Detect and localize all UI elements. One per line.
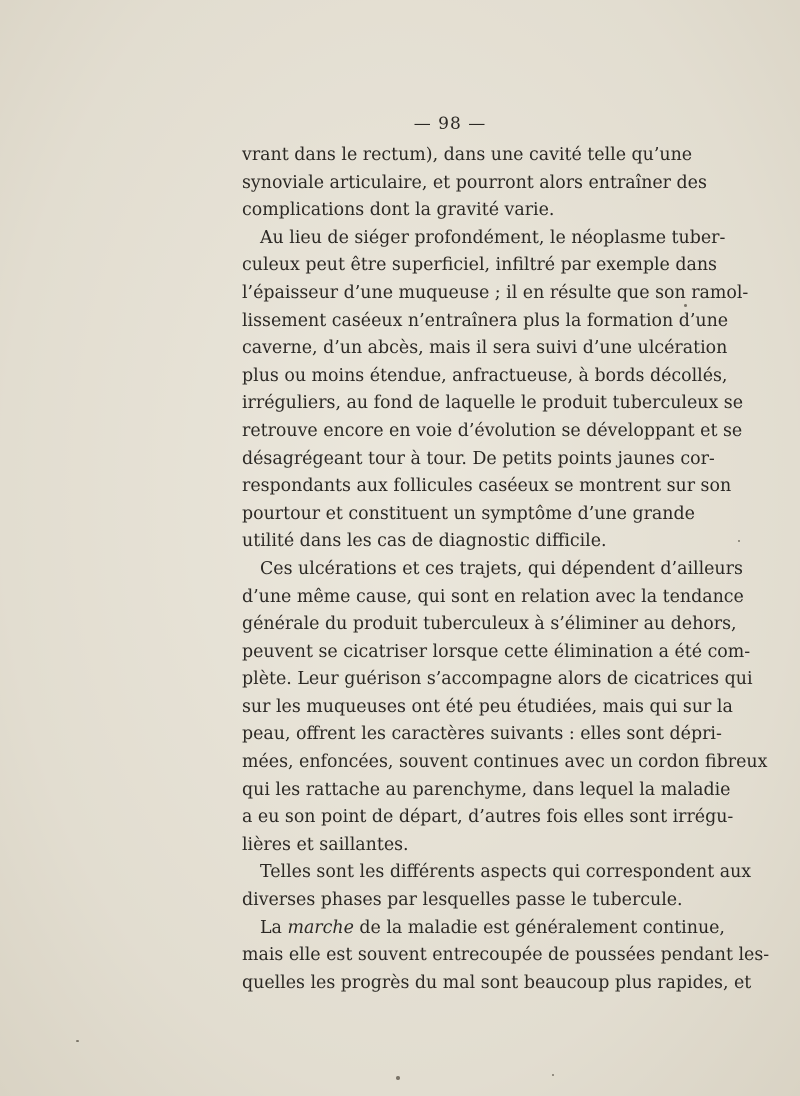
text-line: d’une même cause, qui sont en relation avec la tendance — [242, 586, 744, 607]
text-line: pourtour et constituent un symptôme d’une grande — [242, 503, 695, 524]
text-line: mais elle est souvent entrecoupée de poussées pendant les- — [242, 945, 770, 966]
emphasized-word: marche — [287, 917, 354, 938]
text-line: utilité dans les cas de diagnostic difficile. — [242, 531, 607, 552]
paper-speck — [76, 1040, 79, 1042]
text-line: diverses phases par lesquelles passe le tubercule. — [242, 890, 683, 911]
text-line: complications dont la gravité varie. — [242, 200, 555, 221]
text-line: quelles les progrès du mal sont beaucoup plus rapides, et — [242, 972, 752, 993]
paper-speck — [552, 1074, 554, 1076]
text-line: irréguliers, au fond de laquelle le produit tuberculeux se — [242, 393, 744, 414]
text-fragment: de la maladie est généralement continue, — [353, 917, 725, 938]
text-line: Telles sont les différents aspects qui correspondent aux — [260, 862, 752, 883]
paper-speck — [738, 540, 740, 542]
text-line: Ces ulcérations et ces trajets, qui dépendent d’ailleurs — [260, 558, 743, 579]
text-line: générale du produit tuberculeux à s’éliminer au dehors, — [242, 614, 737, 635]
text-line: Au lieu de siéger profondément, le néoplasme tuber- — [260, 227, 726, 248]
text-line: respondants aux follicules caséeux se montrent sur son — [242, 476, 732, 497]
text-line: peau, offrent les caractères suivants : elles sont dépri- — [242, 724, 722, 745]
body-text — [242, 142, 770, 997]
text-line: retrouve encore en voie d’évolution se développant et se — [242, 420, 743, 441]
text-fragment: La — [260, 917, 288, 938]
text-line: peuvent se cicatriser lorsque cette élimination a été com- — [242, 641, 751, 662]
text-line: synoviale articulaire, et pourront alors entraîner des — [242, 172, 707, 193]
paper-speck — [396, 1076, 400, 1080]
page-number: — 98 — — [413, 114, 487, 134]
text-line: l’épaisseur d’une muqueuse ; il en résulte que son ramol- — [242, 282, 749, 303]
text-line: sur les muqueuses ont été peu étudiées, mais qui sur la — [242, 696, 733, 717]
text-line: désagrégeant tour à tour. De petits points jaunes cor- — [242, 448, 715, 469]
text-line: culeux peut être superficiel, infiltré par exemple dans — [242, 255, 717, 276]
text-line: lières et saillantes. — [242, 834, 409, 855]
text-line — [242, 915, 725, 943]
text-line: vrant dans le rectum), dans une cavité telle qu’une — [242, 145, 693, 165]
text-line: a eu son point de départ, d’autres fois elles sont irrégu- — [242, 807, 734, 828]
paper-speck — [684, 304, 687, 307]
text-line: plète. Leur guérison s’accompagne alors de cicatrices qui — [242, 669, 753, 690]
text-line: mées, enfoncées, souvent continues avec un cordon fibreux — [242, 752, 768, 773]
text-line: lissement caséeux n’entraînera plus la formation d’une — [242, 310, 729, 331]
text-line: caverne, d’un abcès, mais il sera suivi d’une ulcération — [242, 338, 728, 359]
text-line: qui les rattache au parenchyme, dans lequel la maladie — [242, 779, 731, 800]
text-line: plus ou moins étendue, anfractueuse, à bords décollés, — [242, 365, 728, 386]
